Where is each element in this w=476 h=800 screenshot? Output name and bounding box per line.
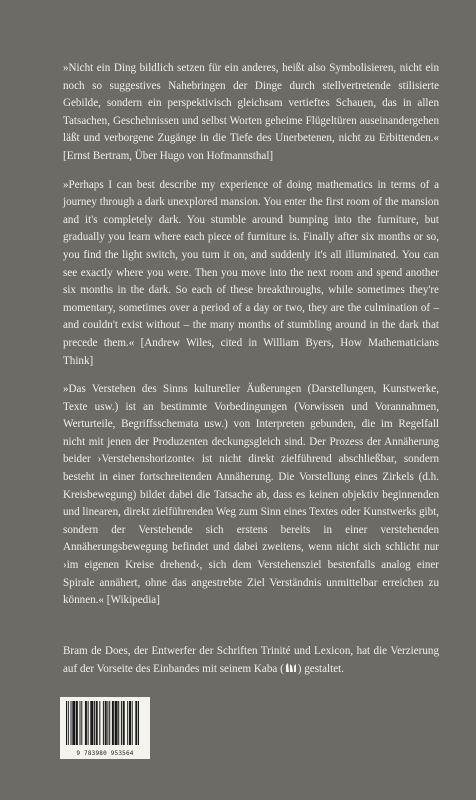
kaba-icon (285, 662, 297, 673)
credit-text-before: Bram de Does, der Entwerfer der Schriften Trinité und Lexicon, hat die Verzierung auf der Vorseite des Einbandes mit seinem Kaba ( (63, 645, 439, 675)
isbn-barcode (60, 697, 150, 759)
quote-wiles: »Perhaps I can best describe my experience of doing mathematics in terms of a journey through a dark unexplored mansion. You enter the first room of the mansion and it's completely dark. You stumble around bumping into the furniture, but gradually you learn where each piece of furniture is. Finally after six months or so, you find the light switch, you turn it on, and suddenly it's all illuminated. You can see exactly where you were. Then you move into the next room and spend another six months in the dark. So each of these breakthroughs, while sometimes they're momentary, sometimes over a period of a day or two, they are the culmination of – and couldn't exist without – the many months of stumbling around in the dark that precede them.« [Andrew Wiles, cited in William Byers, How Mathematicians Think] (63, 178, 439, 367)
credit-text-after: ) gestaltet. (297, 662, 345, 675)
barcode-bars (60, 697, 150, 749)
barcode-number: 9 783980 953564 (76, 750, 134, 757)
quote-bertram: »Nicht ein Ding bildlich setzen für ein anderes, heißt also Symbolisieren, nicht ein noch so suggestives Nahebringen der Dinge durch stellvertretende stilisierte Gebilde, sondern ein perspektivisch gleichsam vertieftes Schauen, das in allen Tatsachen, Geschehnissen und selbst Worten geheime Flügeltüren auseinandergehen läßt und verborgene Zugänge in die Tiefe des Unerbetenen, nicht zu Erbittenden.« [Ernst Bertram, Über Hugo von Hofmannsthal] (63, 62, 439, 162)
quote-wikipedia: »Das Verstehen des Sinns kultureller Äußerungen (Darstellungen, Kunstwerke, Texte usw.) ist an bestimmte Vorbedingungen (Vorwissen und Vorannahmen, Werturteile, Begriffsschemata usw.) von Interpreten gebunden, die im Regelfall nicht mit jenen der Produzenten deckungsgleich sind. Der Prozess der Annäherung beider ›Verstehenshorizonte‹ ist nicht direkt zielführend abschließbar, sondern besteht in einer fortschreitenden Annäherung. Die Vorstellung eines Zirkels (d.h. Kreisbewegung) bildet dabei die Tatsache ab, dass es keinen objektiv beginnenden und linearen, direkt zielführenden Weg zum Sinn eines Textes oder Kunstwerks gibt, sondern der Verstehende sich erstens bereits in einer verstehenden Annäherungsbewegung befindet und dabei zweitens, wenn nicht sich schlicht nur ›im eigenen Kreise drehend‹, sich dem Verstehensziel bestenfalls analog einer Spirale annähert, ohne das angestrebte Ziel Verständnis unmittelbar erreichen zu können.« [Wikipedia] (63, 383, 439, 607)
ornament-credit (63, 643, 439, 678)
quote-list (63, 60, 439, 621)
